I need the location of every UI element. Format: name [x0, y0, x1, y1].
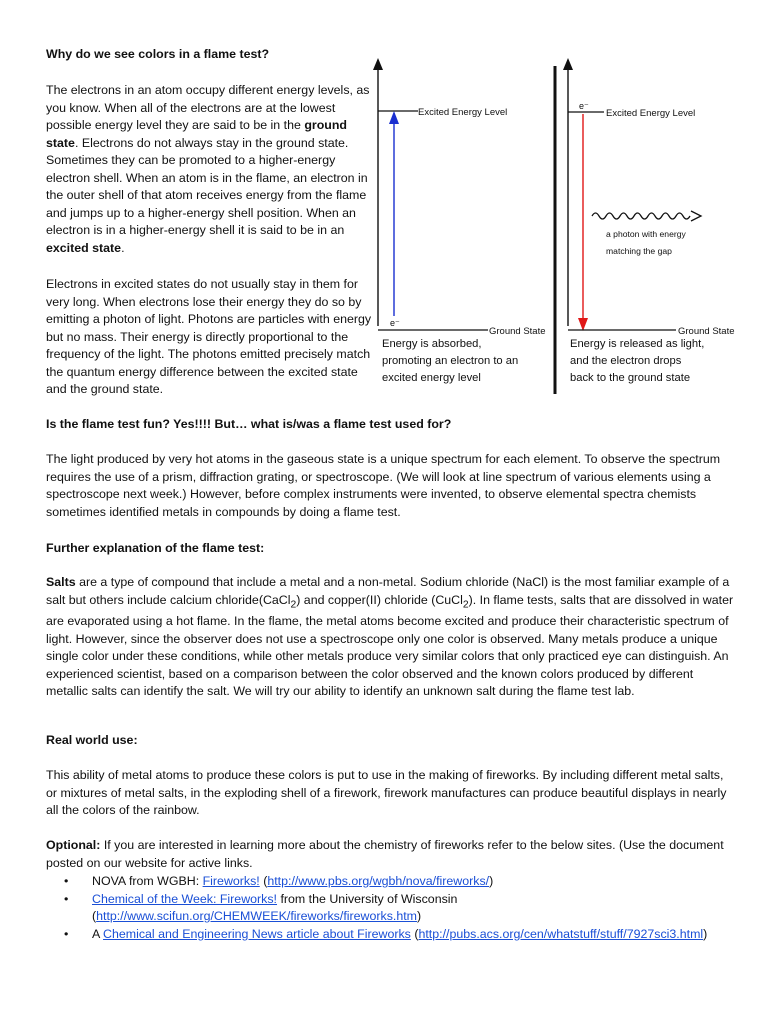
bullet-icon: •	[64, 926, 69, 941]
emission-arrowhead-icon	[578, 318, 588, 331]
paragraph-optional	[46, 837, 736, 872]
list-item-cen-article	[46, 926, 736, 944]
p4-text-c: ). In flame tests, salts that are dissolved in water are evaporated using a hot flame. In the flame, the metal atoms become excited and produce their characteristic spectrum of light. However, since the observer does not use a spectroscope only one color is observed. Many metals produce a unique single color under these conditions, while other metals produce very similar colors that only practiced eye can distinguish. An experienced scientist, based on a comparison between the color observed and the known colors produced by different metallic salts can identify the salt. We will try our ability to identify an unknown salt during the flame test lab.	[46, 592, 734, 699]
nova-url-link[interactable]: http://www.pbs.org/wgbh/nova/fireworks/	[267, 874, 490, 888]
term-ground-state: ground state	[46, 118, 347, 150]
heading-why-colors: Why do we see colors in a flame test?	[46, 47, 270, 61]
p4-text-b: ) and copper(II) chloride (CuCl	[296, 592, 463, 607]
heading-further-explanation: Further explanation of the flame test:	[46, 541, 265, 555]
nova-mid: (	[259, 874, 268, 888]
bullet-icon: •	[64, 874, 69, 888]
left-axis-arrowhead-icon	[373, 58, 383, 70]
heading-flame-test-use: Is the flame test fun? Yes!!!! But… what is/was a flame test used for?	[46, 417, 452, 431]
nova-fireworks-link[interactable]: Fireworks!	[202, 874, 260, 888]
cen-mid: (	[410, 926, 419, 941]
right-excited-label: Excited Energy Level	[606, 108, 696, 119]
right-electron-symbol: e⁻	[579, 101, 589, 111]
absorption-caption-line2: promoting an electron to an	[382, 355, 519, 367]
emission-caption-line2: and the electron drops	[570, 355, 682, 367]
photon-caption-line1: a photon with energy	[606, 229, 686, 239]
photon-wave-icon	[592, 213, 690, 219]
term-salts: Salts	[46, 575, 76, 589]
p1-text-e: .	[121, 240, 125, 255]
paragraph-fireworks: This ability of metal atoms to produce these colors is put to use in the making of fireworks. By including different metal salts, or mixtures of metal salts, in the exploding shell of a firework, firework manufactures can produce beautiful displays in nearly all the colors of the rainbow.	[46, 768, 727, 817]
p6-text: If you are interested in learning more about the chemistry of fireworks refer to the below sites. (Use the document posted on our website for active links.	[46, 838, 724, 870]
p4-text-a: are a type of compound that include a metal and a non-metal. Sodium chloride (NaCl) is the most familiar example of a salt but others include calcium chloride(CaCl	[46, 575, 730, 607]
left-ground-label: Ground State	[489, 326, 546, 337]
cen-post: )	[703, 926, 708, 941]
left-excited-label: Excited Energy Level	[418, 107, 508, 118]
cen-article-link[interactable]: Chemical and Engineering News article about Fireworks	[103, 926, 411, 941]
fireworks-links-list	[46, 873, 736, 943]
emission-panel	[563, 58, 735, 384]
p1-text-a: The electrons in an atom occupy different energy levels, as you know. When all of the electrons are at the lowest possible energy level they are said to be in the	[46, 83, 370, 132]
energy-level-diagram	[368, 56, 740, 396]
term-excited-state: excited state	[46, 240, 122, 255]
scifun-post: )	[417, 909, 422, 923]
paragraph-photon-emission: Electrons in excited states do not usually stay in them for very long. When electrons lose their energy they do so by emitting a photon of light. Photons are particles with energy but no mass. Their energy is directly proportional to the frequency of the light. The photons emitted precisely match the quantum energy difference between the excited state and the ground state.	[46, 277, 372, 396]
absorption-panel	[373, 58, 546, 384]
paragraph-energy-levels	[46, 82, 372, 257]
right-axis-arrowhead-icon	[563, 58, 573, 70]
photon-arrowhead-icon	[691, 211, 701, 221]
heading-real-world-use: Real world use:	[46, 733, 138, 747]
p1-text-c: . Electrons do not always stay in the ground state. Sometimes they can be promoted to a higher-energy electron shell. When an atom is in the flame, an electron in the outer shell of that atom receives energy from the flame and jumps up to a higher-energy shell position. When an electron is in a higher-energy shell it is said to be in an	[46, 135, 368, 237]
chemical-of-week-link[interactable]: Chemical of the Week: Fireworks!	[92, 891, 278, 906]
absorption-arrowhead-icon	[389, 111, 399, 124]
right-ground-label: Ground State	[678, 326, 735, 337]
emission-caption-line3: back to the ground state	[570, 372, 691, 384]
nova-post: )	[489, 874, 494, 888]
wisconsin-mid: from the University of Wisconsin (	[92, 891, 458, 923]
photon-caption-line2: matching the gap	[606, 246, 672, 256]
emission-caption-line1: Energy is released as light,	[570, 338, 705, 350]
term-optional: Optional:	[46, 838, 101, 852]
left-electron-symbol: e⁻	[390, 318, 400, 328]
bullet-icon: •	[64, 891, 69, 906]
cen-prefix: A	[92, 926, 104, 941]
paragraph-spectrum: The light produced by very hot atoms in the gaseous state is a unique spectrum for each element. To observe the spectrum requires the use of a prism, diffraction grating, or spectroscope. (We will look at line spectrum of various elements using a spectroscope next week.) However, before complex instruments were invented, to observe elemental spectra chemists sometimes identified metals in compounds by doing a flame test.	[46, 452, 721, 519]
scifun-url-link[interactable]: http://www.scifun.org/CHEMWEEK/fireworks/fireworks.htm	[96, 909, 417, 923]
p4-sub-1: 2	[290, 598, 297, 610]
list-item-chemical-of-week	[46, 891, 736, 926]
paragraph-salts	[46, 574, 736, 701]
p4-sub-2: 2	[462, 598, 469, 610]
cen-url-link[interactable]: http://pubs.acs.org/cen/whatstuff/stuff/7927sci3.html	[418, 926, 704, 941]
list-item-nova	[46, 873, 736, 891]
absorption-caption-line3: excited energy level	[382, 372, 481, 384]
absorption-caption-line1: Energy is absorbed,	[382, 338, 482, 350]
nova-prefix: NOVA from WGBH:	[92, 874, 203, 888]
